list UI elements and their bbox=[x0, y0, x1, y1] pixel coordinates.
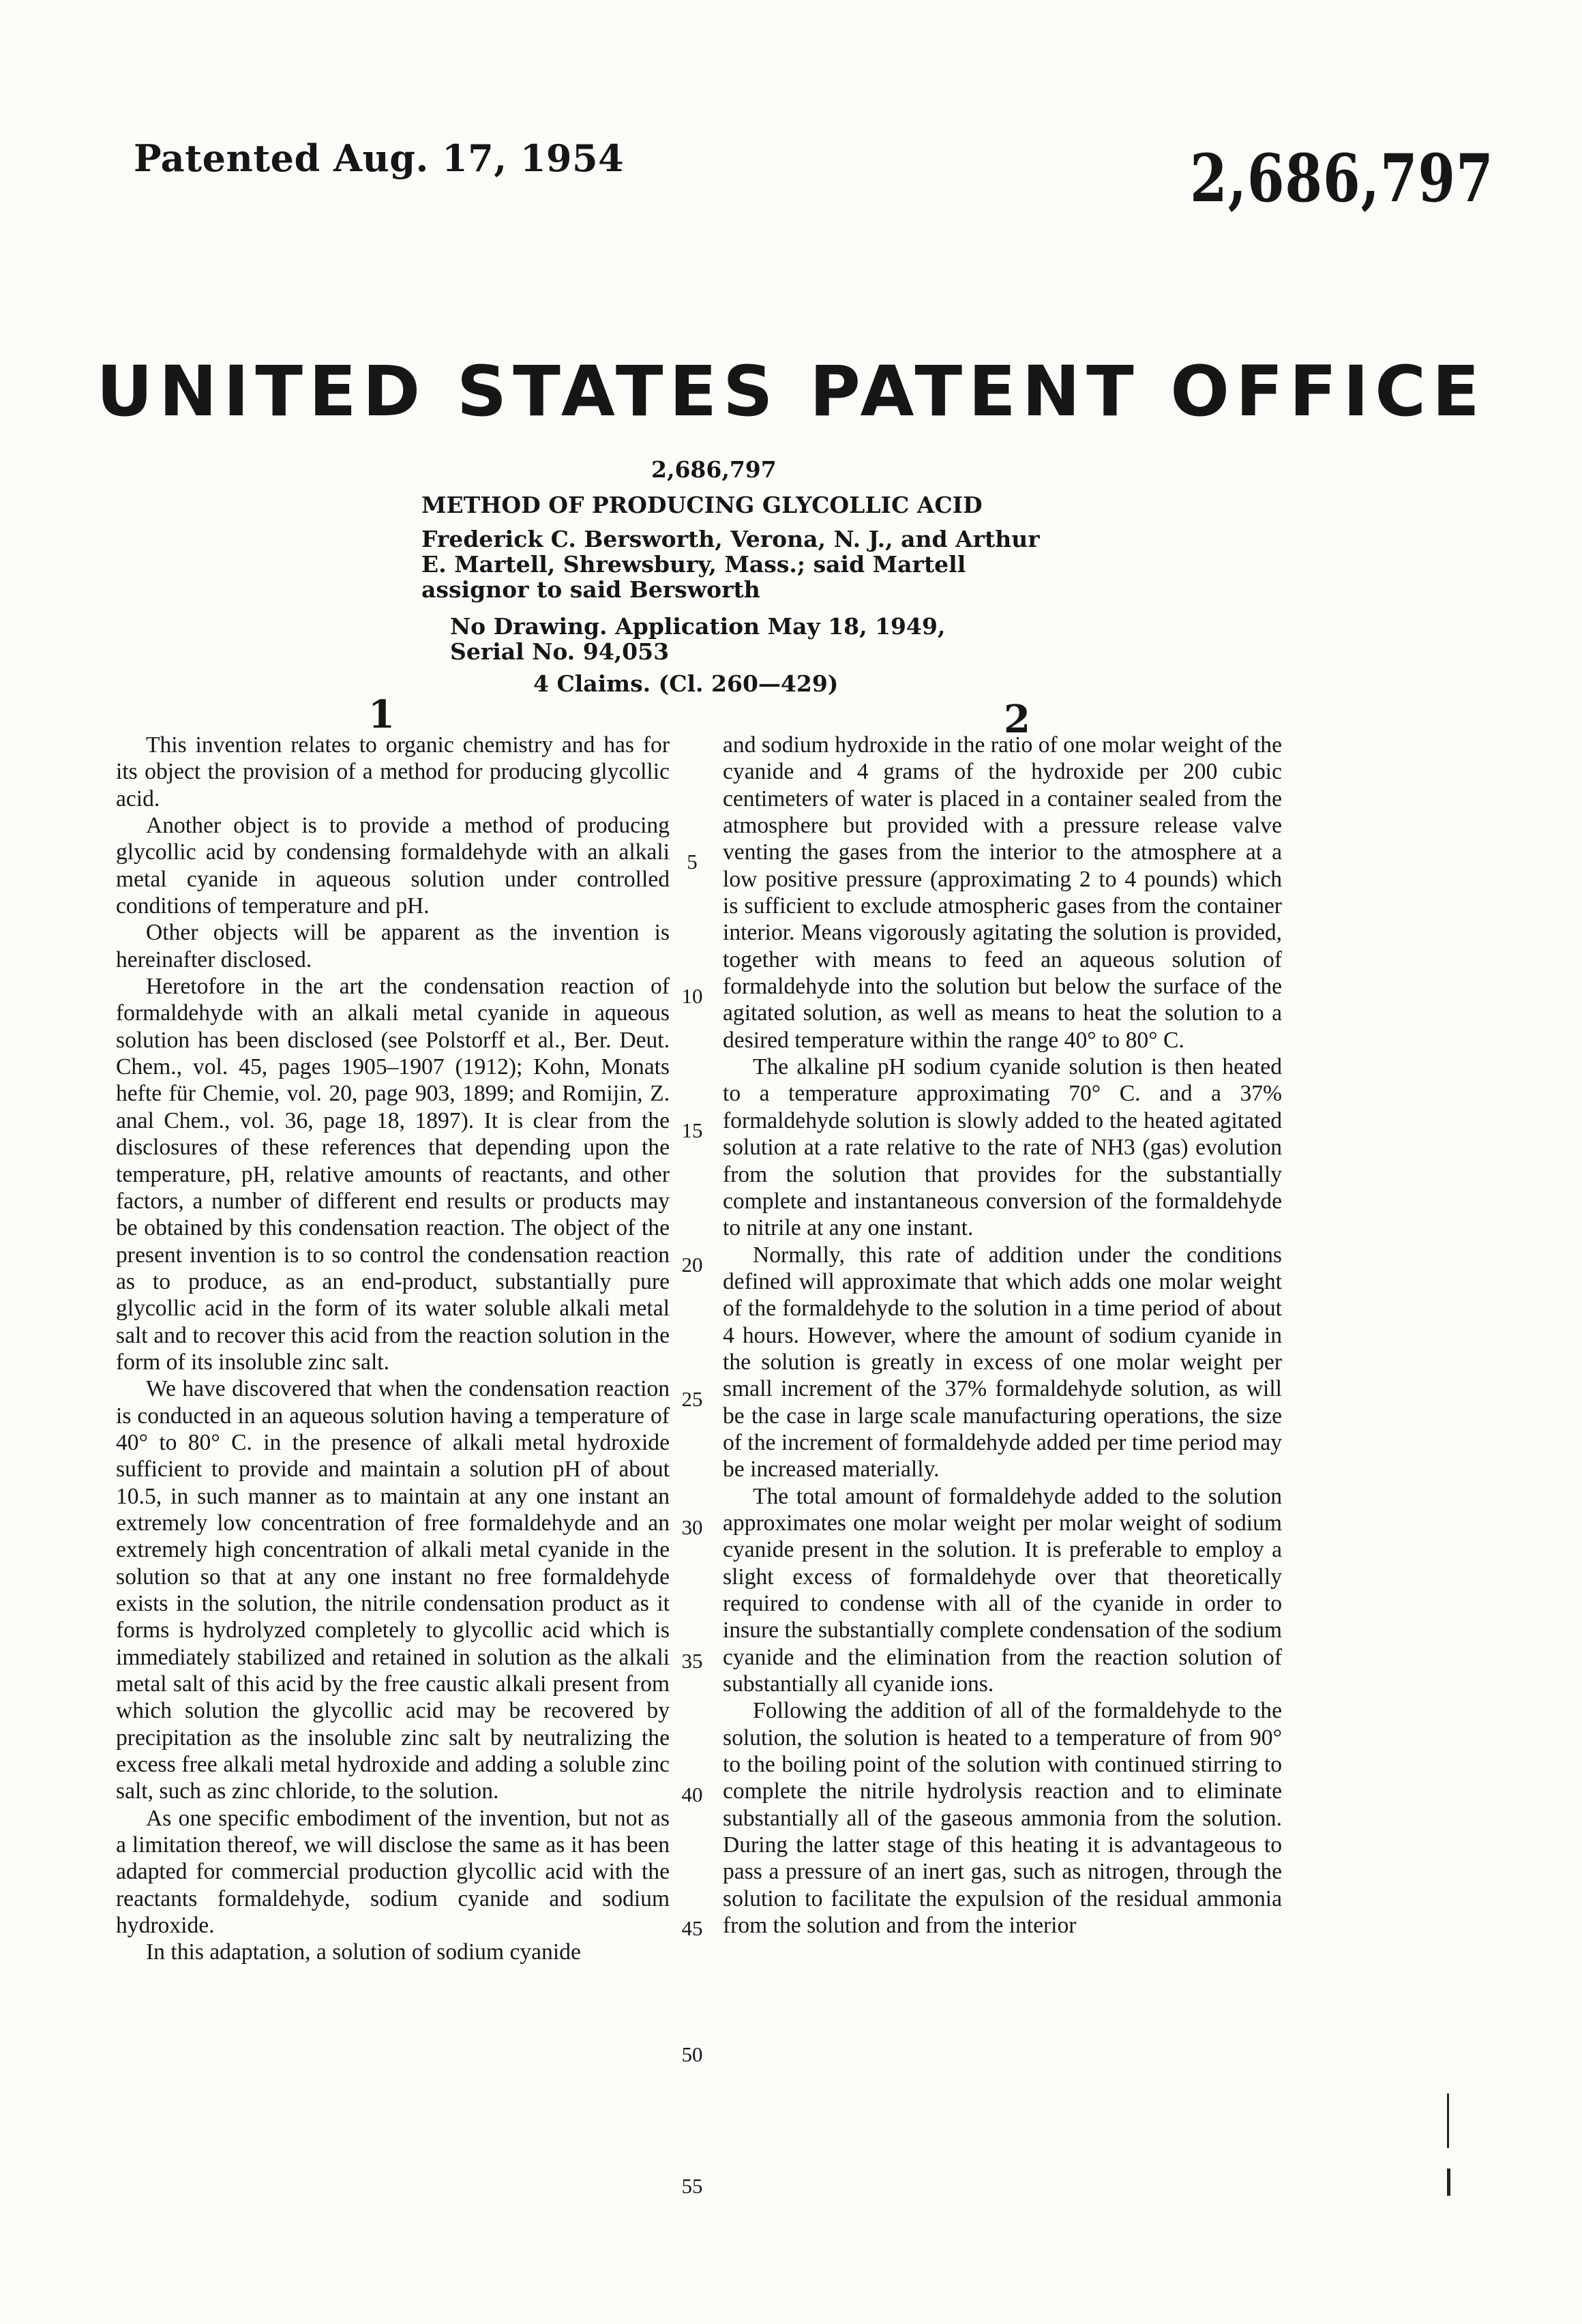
line-number: 50 bbox=[672, 2042, 713, 2067]
scan-artifact bbox=[1447, 2169, 1450, 2196]
left-column-text bbox=[116, 732, 670, 1966]
column-number-left: 1 bbox=[368, 692, 395, 737]
paragraph: This invention relates to organic chemistry and has for its object the provision of a method for producing glycollic acid. bbox=[116, 732, 670, 812]
line-number: 40 bbox=[672, 1783, 713, 1807]
scan-artifact bbox=[1447, 2094, 1449, 2148]
paragraph: As one specific embodiment of the invention, but not as a limitation thereof, we will disclose the same as it has been adapted for commercial production glycollic acid with the reactants formaldehyde, sodium cyanide and sodium hydroxide. bbox=[116, 1805, 670, 1939]
line-number: 15 bbox=[672, 1118, 713, 1143]
paragraph: Normally, this rate of addition under the conditions defined will approximate that which adds one molar weight of the formaldehyde to the solution in a time period of about 4 hours. However, where the amount of sodium cyanide in the solution is greatly in excess of one molar weight per small increment of the 37% formaldehyde solution, as will be the case in large scale manufacturing operations, the size of the increment of formaldehyde added per time period may be increased materially. bbox=[723, 1242, 1282, 1483]
paragraph: The total amount of formaldehyde added to the solution approximates one molar weight per molar weight of sodium cyanide present in the solution. It is preferable to employ a slight excess of formaldehyde over that theoretically required to condense with all of the cyanide in order to insure the substantially complete condensation of the sodium cyanide and the elimination from the reaction solution of substantially all cyanide ions. bbox=[723, 1483, 1282, 1698]
patent-page bbox=[0, 0, 1582, 2324]
claims-classification: 4 Claims. (Cl. 260—429) bbox=[533, 671, 838, 696]
line-number: 10 bbox=[672, 984, 713, 1009]
paragraph: Other objects will be apparent as the invention is hereinafter disclosed. bbox=[116, 919, 670, 973]
paragraph: Another object is to provide a method of producing glycollic acid by condensing formaldehyde with an alkali metal cyanide in aqueous solution under controlled conditions of temperature and pH. bbox=[116, 812, 670, 919]
line-number: 35 bbox=[672, 1649, 713, 1673]
line-number: 5 bbox=[672, 850, 713, 874]
line-number: 25 bbox=[672, 1387, 713, 1412]
invention-title: METHOD OF PRODUCING GLYCOLLIC ACID bbox=[421, 492, 983, 518]
paragraph: We have discovered that when the condensation reaction is conducted in an aqueous solution having a temperature of 40° to 80° C. in the presence of alkali metal hydroxide sufficient to provide and maintain a solution pH of about 10.5, in such manner as to maintain at any one instant an extremely low concentration of free formaldehyde and an extremely high concentration of alkali metal cyanide in the solution so that at any one instant no free formaldehyde exists in the solution, the nitrile condensation product as it forms is hydrolyzed completely to glycollic acid which is immediately stabilized and retained in solution as the alkali metal salt of this acid by the free caustic alkali present from which solution the glycollic acid may be recovered by precipitation as the insoluble zinc salt by neutralizing the excess free alkali metal hydroxide and adding a soluble zinc salt, such as zinc chloride, to the solution. bbox=[116, 1375, 670, 1805]
patented-date: Patented Aug. 17, 1954 bbox=[134, 136, 624, 180]
office-title: UNITED STATES PATENT OFFICE bbox=[0, 351, 1582, 432]
right-column-text bbox=[723, 732, 1282, 1939]
meta-number: 2,686,797 bbox=[651, 457, 777, 482]
column-number-right: 2 bbox=[1004, 697, 1030, 742]
line-number: 30 bbox=[672, 1515, 713, 1540]
line-number: 55 bbox=[672, 2174, 713, 2199]
inventors: Frederick C. Bersworth, Verona, N. J., and Arthur E. Martell, Shrewsbury, Mass.; said Martell assignor to said Bersworth bbox=[421, 526, 1056, 602]
paragraph: In this adaptation, a solution of sodium cyanide bbox=[116, 1939, 670, 1965]
line-number: 20 bbox=[672, 1253, 713, 1277]
line-number: 45 bbox=[672, 1916, 713, 1941]
paragraph: Heretofore in the art the condensation reaction of formaldehyde with an alkali metal cyanide in aqueous solution has been disclosed (see Polstorff et al., Ber. Deut. Chem., vol. 45, pages 1905–1907 (1912); Kohn, Monats hefte für Chemie, vol. 20, page 903, 1899; and Romijin, Z. anal Chem., vol. 36, page 18, 1897). It is clear from the disclosures of these references that depending upon the temperature, pH, relative amounts of reactants, and other factors, a number of different end results or products may be obtained by this condensation reaction. The object of the present invention is to so control the condensation reaction as to produce, as an end-product, substantially pure glycollic acid in the form of its water soluble alkali metal salt and to recover this acid from the reaction solution in the form of its insoluble zinc salt. bbox=[116, 973, 670, 1375]
paragraph: The alkaline pH sodium cyanide solution is then heated to a temperature approximating 70° C. and a 37% formaldehyde solution is slowly added to the heated agitated solution at a rate relative to the rate of NH3 (gas) evolution from the solution that provides for the substantially complete and instantaneous conversion of the formaldehyde to nitrile at any one instant. bbox=[723, 1054, 1282, 1241]
paragraph: and sodium hydroxide in the ratio of one molar weight of the cyanide and 4 grams of the hydroxide per 200 cubic centimeters of water is placed in a container sealed from the atmosphere but provided with a pressure release valve venting the gases from the interior to the atmosphere at a low positive pressure (approximating 2 to 4 pounds) which is sufficient to exclude atmospheric gases from the container interior. Means vigorously agitating the solution is provided, together with means to feed an aqueous solution of formaldehyde into the solution but below the surface of the agitated solution, as well as means to heat the solution to a desired temperature within the range 40° to 80° C. bbox=[723, 732, 1282, 1054]
application-info: No Drawing. Application May 18, 1949, Serial No. 94,053 bbox=[450, 614, 982, 664]
patent-number: 2,686,797 bbox=[1190, 140, 1494, 217]
paragraph: Following the addition of all of the formaldehyde to the solution, the solution is heated to a temperature of from 90° to the boiling point of the solution with continued stirring to complete the nitrile hydrolysis reaction and to eliminate substantially all of the gaseous ammonia from the solution. During the latter stage of this heating it is advantageous to pass a pressure of an inert gas, such as nitrogen, through the solution to facilitate the expulsion of the residual ammonia from the solution and from the interior bbox=[723, 1697, 1282, 1939]
